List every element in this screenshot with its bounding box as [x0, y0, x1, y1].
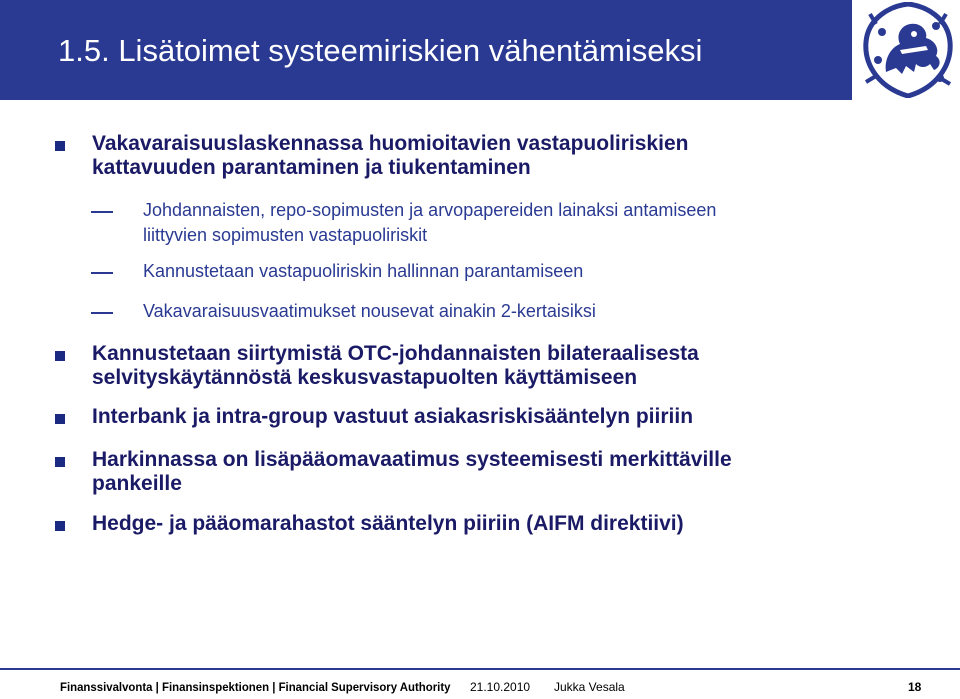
sub-bullet-text-line: Vakavaraisuusvaatimukset nousevat ainakin 2-kertaisiksi — [143, 301, 596, 321]
sub-bullet-item — [143, 299, 596, 324]
slide-header — [0, 0, 960, 100]
slide-footer — [0, 668, 960, 699]
square-bullet-icon — [55, 141, 65, 151]
dash-icon — [91, 312, 113, 314]
square-bullet-icon — [55, 521, 65, 531]
bullet-item — [92, 512, 684, 536]
slide-title: 1.5. Lisätoimet systeemiriskien vähentämiseksi — [58, 33, 703, 68]
bullet-text-line: Vakavaraisuuslaskennassa huomioitavien vastapuoliriskien — [92, 132, 689, 155]
bullet-text-line: Hedge- ja pääomarahastot sääntelyn piiriin (AIFM direktiivi) — [92, 512, 684, 535]
bullet-text-line: Interbank ja intra-group vastuut asiakasriskisääntelyn piiriin — [92, 405, 694, 428]
bullet-item — [92, 405, 693, 429]
footer-date: 21.10.2010 — [470, 680, 531, 694]
bullet-item — [92, 342, 699, 390]
sub-bullet-text-line: Kannustetaan vastapuoliriskin hallinnan parantamiseen — [143, 261, 584, 281]
bullet-item — [92, 132, 688, 180]
sub-bullet-text-line: liittyvien sopimusten vastapuoliriskit — [143, 225, 428, 245]
bullet-item — [92, 448, 732, 496]
bullet-text-line: Kannustetaan siirtymistä OTC-johdannaisten bilateraalisesta — [92, 342, 699, 365]
lion-crest-logo-icon — [856, 2, 960, 98]
footer-divider — [0, 668, 960, 670]
page-number: 18 — [908, 680, 922, 694]
sub-bullet-text-line: Johdannaisten, repo-sopimusten ja arvopapereiden lainaksi antamiseen — [143, 200, 717, 220]
square-bullet-icon — [55, 351, 65, 361]
sub-bullet-item — [143, 198, 716, 248]
sub-bullet-item — [143, 259, 583, 284]
bullet-text-line: Harkinnassa on lisäpääomavaatimus systeemisesti merkittäville — [92, 448, 732, 471]
title-bar — [0, 0, 852, 100]
dash-icon — [91, 272, 113, 274]
bullet-text-line: kattavuuden parantaminen ja tiukentaminen — [92, 156, 531, 179]
bullet-text-line: pankeille — [92, 472, 182, 495]
square-bullet-icon — [55, 457, 65, 467]
dash-icon — [91, 211, 113, 213]
footer-author: Jukka Vesala — [554, 680, 625, 694]
footer-organization: Finanssivalvonta | Finansinspektionen | Financial Supervisory Authority — [60, 680, 451, 694]
bullet-text-line: selvityskäytännöstä keskusvastapuolten käyttämiseen — [92, 366, 638, 389]
square-bullet-icon — [55, 414, 65, 424]
